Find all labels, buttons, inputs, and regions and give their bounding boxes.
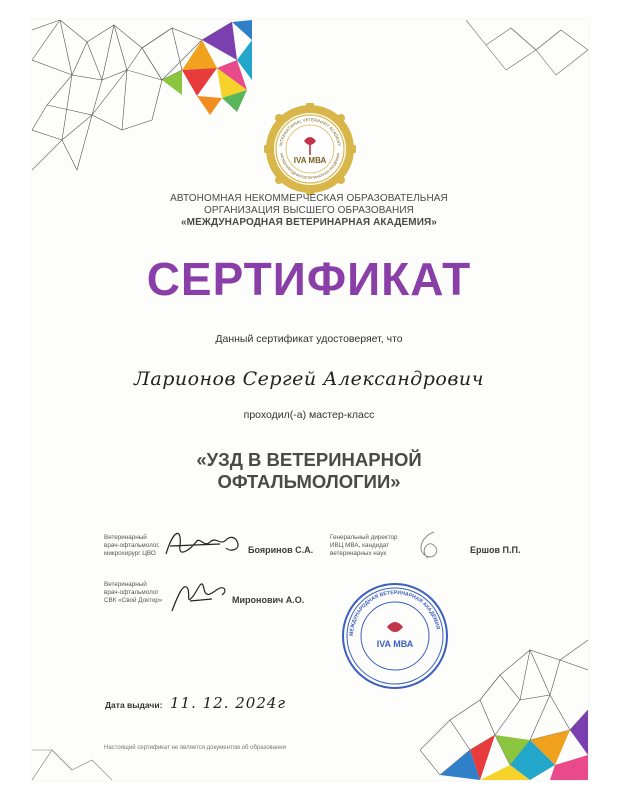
attended-text: проходил(-а) мастер-класс xyxy=(243,409,375,421)
course-title-line-1: «УЗД В ВЕТЕРИНАРНОЙ xyxy=(196,449,422,470)
signature-boyarinov xyxy=(160,524,245,564)
organization-line-1: АВТОНОМНАЯ НЕКОММЕРЧЕСКАЯ ОБРАЗОВАТЕЛЬНАЯ xyxy=(170,193,448,204)
issue-date-value: 11. 12. 2024г xyxy=(170,694,287,712)
director-role-line: ИВЦ МВА, кандидат xyxy=(330,542,390,549)
stamp-monogram: IVA МВА xyxy=(376,639,414,649)
certifies-text: Данный сертификат удостоверяет, что xyxy=(215,333,403,345)
signatory-1-role-line: Ветеринарный xyxy=(104,534,147,541)
organization-line-2: ОРГАНИЗАЦИЯ ВЫСШЕГО ОБРАЗОВАНИЯ xyxy=(204,205,414,216)
logo-bottom-text: МЕЖДУНАРОДНАЯ ВЕТЕРИНАРНАЯ АКАДЕМИЯ xyxy=(279,152,341,181)
signatory-1-role-line: врач-офтальмолог, xyxy=(104,542,160,549)
director-role-line: ветеринарных наук xyxy=(330,550,387,557)
logo-monogram: IVA МВА xyxy=(293,156,327,165)
recipient-name: Ларионов Сергей Александрович xyxy=(134,368,484,390)
signatory-2-role xyxy=(104,581,162,605)
bottom-left-geometric-decoration xyxy=(32,720,112,780)
signatory-1-name: Бояринов С.А. xyxy=(248,545,314,555)
director-name: Ершов П.П. xyxy=(470,545,521,555)
signatory-2-role-line: врач-офтальмолог xyxy=(104,589,159,596)
certificate-title: СЕРТИФИКАТ xyxy=(146,253,472,305)
signature-ershov xyxy=(408,528,450,564)
signature-mironovich xyxy=(168,575,233,617)
course-title-line-2: ОФТАЛЬМОЛОГИИ» xyxy=(217,471,401,492)
signatory-2-role-line: Ветеринарный xyxy=(104,581,147,588)
organization-name: «МЕЖДУНАРОДНАЯ ВЕТЕРИНАРНАЯ АКАДЕМИЯ» xyxy=(181,217,437,228)
disclaimer-text: Настоящий сертификат не является документом об образовании xyxy=(104,745,287,751)
stamp-ring-text: МЕЖДУНАРОДНАЯ ВЕТЕРИНАРНАЯ АКАДЕМИЯ xyxy=(348,589,441,637)
academy-logo-seal xyxy=(264,103,356,195)
bottom-right-geometric-decoration xyxy=(420,640,588,780)
signatory-1-role-line: микрохирург ЦВО xyxy=(104,550,156,557)
top-right-geometric-decoration xyxy=(466,20,588,80)
issue-date-label: Дата выдачи: xyxy=(105,700,163,710)
top-left-geometric-decoration xyxy=(32,20,252,175)
director-role xyxy=(330,534,398,558)
signatory-2-name: Миронович А.О. xyxy=(232,595,305,605)
director-role-line: Генеральный директор xyxy=(330,534,398,541)
signatory-2-role-line: СВК «Свой Доктор» xyxy=(104,597,163,604)
signatory-1-role xyxy=(104,534,160,558)
logo-arc-text: INTERNATIONAL VETERINARY ACADEMY xyxy=(278,116,342,147)
